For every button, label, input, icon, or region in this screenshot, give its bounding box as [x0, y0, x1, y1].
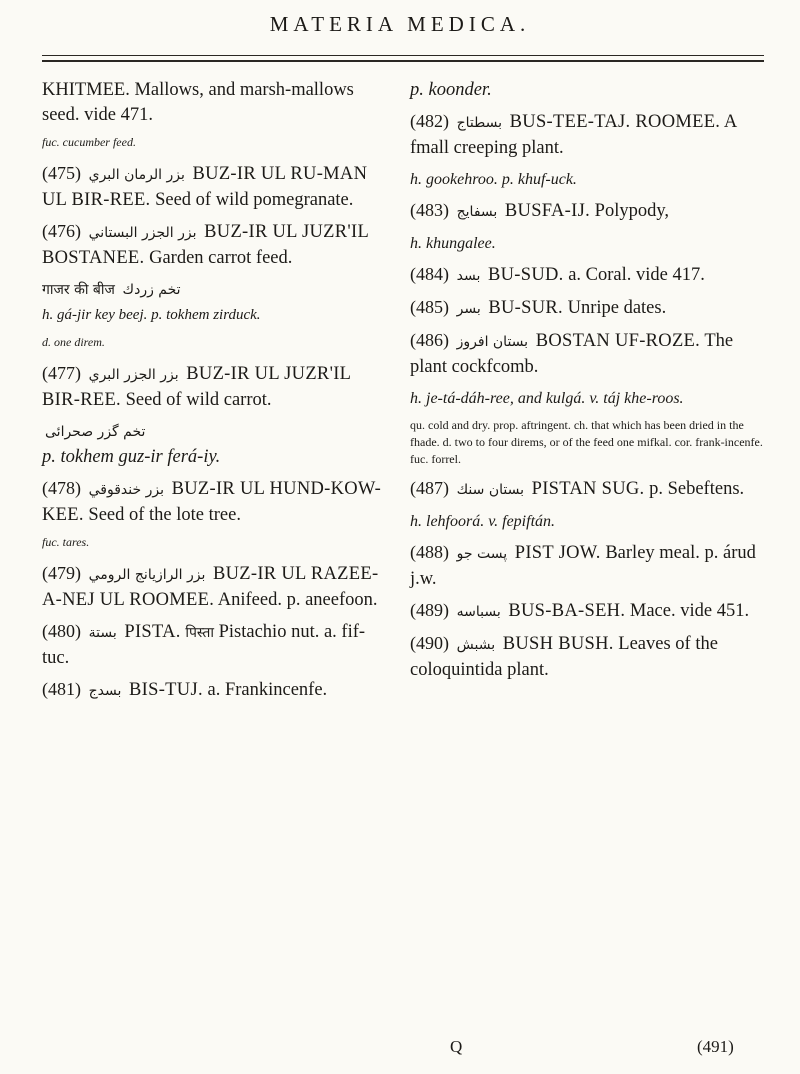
arabic-text: بزر خندقوقي: [88, 482, 164, 498]
entry-489: (489) بسباسه BUS-BA-SEH. Mace. vide 451.: [410, 600, 750, 621]
entry-488: (488) پست جو PIST JOW. Barley meal. p. árud j.w.: [410, 542, 756, 589]
arabic-text: بزر الرازيانج الرومي: [88, 567, 206, 583]
arabic-text: بسفايج: [456, 204, 498, 220]
entry-479: (479) بزر الرازيانج الرومي BUZ-IR UL RAZEE-A-NEJ UL ROOMEE. Anifeed. p. aneefoon.: [42, 563, 379, 610]
catchword: (491): [697, 1037, 734, 1056]
arabic-text: بستة: [88, 625, 117, 641]
arabic-text: تخم زردك: [122, 282, 181, 298]
devanagari-text: गाजर की बीज: [42, 282, 115, 298]
arabic-text: بسباسه: [456, 604, 501, 620]
entry-475: (475) بزر الرمان البري BUZ-IR UL RU-MAN UL BIR-REE. Seed of wild pomegranate.: [42, 163, 368, 210]
entry-490: (490) بشبش BUSH BUSH. Leaves of the coloquintida plant.: [410, 633, 718, 680]
entry-482: (482) بسطتاج BUS-TEE-TAJ. ROOMEE. A fmall creeping plant.: [410, 111, 737, 158]
entry-khitmee: KHITMEE. Mallows, and marsh-mallows seed. vide 471.: [42, 80, 354, 125]
devanagari-text: पिस्ता: [185, 625, 214, 641]
entry-487: (487) بستان سنك PISTAN SUG. p. Sebeftens.: [410, 478, 745, 499]
note: d. one direm.: [42, 335, 105, 349]
running-head: MATERIA MEDICA.: [269, 12, 531, 36]
arabic-text: بسد: [456, 268, 481, 284]
arabic-text: بزر الجزر البري: [88, 367, 179, 383]
right-column: [410, 78, 768, 689]
arabic-text: بسدج: [88, 683, 122, 699]
entry-480: (480) بستة PISTA. पिस्ता Pistachio nut. a. fif-tuc.: [42, 621, 366, 668]
left-column: [42, 78, 390, 710]
entry-478: (478) بزر خندقوقي BUZ-IR UL HUND-KOW-KEE. Seed of the lote tree.: [42, 478, 382, 525]
translit: h. gookehroo. p. khuf-uck.: [410, 171, 577, 188]
entry-486: (486) بستان افروز BOSTAN UF-ROZE. The plant cockfcomb.: [410, 330, 734, 377]
arabic-text: بزر الجزر البستاني: [88, 225, 197, 241]
note: fuc. cucumber feed.: [42, 135, 136, 149]
arabic-text: بسر: [456, 301, 481, 317]
arabic-text: بسطتاج: [456, 115, 503, 131]
entry-484: (484) بسد BU-SUD. a. Coral. vide 417.: [410, 264, 705, 285]
arabic-text: تخم گزر صحرائی: [45, 424, 146, 440]
entry-continuation: p. koonder.: [410, 80, 492, 100]
entry-476: (476) بزر الجزر البستاني BUZ-IR UL JUZR'IL BOSTANEE. Garden carrot feed.: [42, 221, 369, 268]
arabic-text: بزر الرمان البري: [88, 167, 185, 183]
translit: h. lehfoorá. v. fepiftán.: [410, 513, 556, 530]
entry-483: (483) بسفايج BUSFA-IJ. Polypody,: [410, 200, 670, 221]
entry-481: (481) بسدج BIS-TUJ. a. Frankincenfe.: [42, 679, 328, 700]
entry-485: (485) بسر BU-SUR. Unripe dates.: [410, 297, 667, 318]
note: fuc. tares.: [42, 535, 90, 549]
entry-477-translit: تخم گزر صحرائی p. tokhem guz-ir ferá-iy.: [42, 424, 221, 467]
arabic-text: پست جو: [456, 546, 508, 562]
translit: h. je-tá-dáh-ree, and kulgá. v. táj khe-roos.: [410, 390, 684, 407]
entry-477: (477) بزر الجزر البري BUZ-IR UL JUZR'IL BIR-REE. Seed of wild carrot.: [42, 363, 351, 410]
note: qu. cold and dry. prop. aftringent. ch. that which has been dried in the fhade. d. two to four direms, or of the feed one mifkal. cor. frank-incenfe. fuc. forrel.: [410, 418, 763, 466]
arabic-text: بستان افروز: [456, 334, 529, 350]
entry-476-translit: गाजर की बीज تخم زردك h. gá-jir key beej. p. tokhem zirduck.: [42, 282, 261, 323]
arabic-text: بستان سنك: [456, 482, 524, 498]
signature-mark: Q: [450, 1037, 463, 1056]
head-rule: [42, 55, 764, 62]
arabic-text: بشبش: [456, 637, 496, 653]
translit: h. khungalee.: [410, 235, 496, 252]
